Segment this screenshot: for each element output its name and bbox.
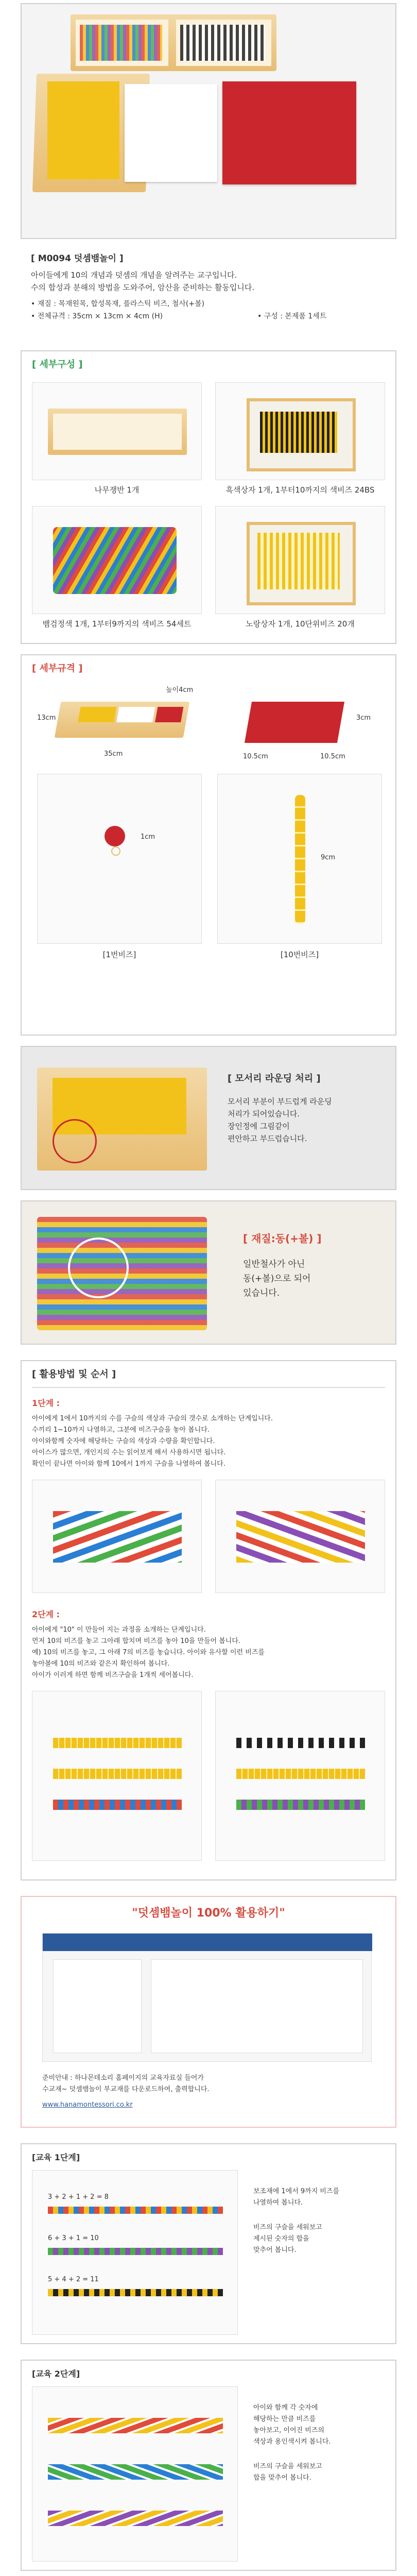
- step1-beads-row: [53, 1511, 182, 1563]
- product-code-title: [ M0094 덧셈뱀놀이 ]: [31, 253, 124, 264]
- ten-bead-bar: [295, 795, 305, 924]
- edu1-line-2: 나열하여 봅니다.: [253, 2199, 303, 2207]
- step1-photo-1: [32, 1480, 202, 1593]
- edu1-eq-3: 5 + 4 + 2 = 11: [48, 2276, 99, 2283]
- feature1-line-2: 처리가 되어있습니다.: [228, 1109, 300, 1118]
- colored-bead-box: [76, 20, 168, 66]
- edu2-title: [교육 2단계]: [32, 2369, 80, 2379]
- edu1-line-5: 제시된 숫자의 합을: [253, 2235, 309, 2243]
- feature2-line-2: 동(+볼)으로 되어: [243, 1274, 311, 1284]
- step2-line-2: 먼저 10의 비즈를 놓고 그아래 합치며 비즈를 놓아 10을 만들어 봅니다.: [32, 1637, 241, 1645]
- composition-item-label: 흑색상자 1개, 1부터10까지의 색비즈 24BS: [225, 485, 375, 495]
- white-card: [125, 84, 217, 182]
- tray-height-label: 높이4cm: [166, 686, 194, 694]
- step2-bead-row-3: [53, 1800, 182, 1810]
- edu1-beads-2: [48, 2248, 223, 2255]
- step1-line-1: 아이에게 1에서 10까지의 수를 구슬의 색상과 구슬의 갯수로 소개하는 단계입니다.: [32, 1415, 273, 1422]
- promo-url-link[interactable]: www.hanamontessori.co.kr: [42, 2101, 133, 2109]
- feature1-line-1: 모서리 부분이 부드럽게 라운딩: [228, 1097, 332, 1106]
- product-desc-1: 아이들에게 10의 개념과 덧셈의 개념을 알려주는 교구입니다.: [31, 270, 237, 280]
- edu1-line-4: 비즈의 구슬을 세워보고: [253, 2224, 322, 2231]
- snake-beads-photo: [32, 506, 202, 614]
- step2-title: 2단계 :: [32, 1609, 60, 1619]
- rounding-highlight-circle: [53, 1119, 97, 1163]
- edu2-line-1: 아이와 함께 각 숫자에: [253, 2404, 318, 2412]
- usage-section: [0, 1360, 417, 1886]
- spec-yellow-piece: [78, 707, 116, 722]
- wire-loop: [111, 846, 120, 856]
- edu1-beads-1: [48, 2207, 223, 2214]
- product-desc-2: 수의 합성과 분해의 방법을 도와주어, 암산을 준비하는 활동입니다.: [31, 283, 255, 292]
- step2-line-4: 놓아볼에 10의 비즈와 같은지 확인하여 봅니다.: [32, 1660, 170, 1668]
- colored-bead-pile: [53, 527, 177, 594]
- spec-material: • 재질 : 목재원목, 합성목재, 플라스틱 비즈, 철사(+볼): [31, 300, 205, 308]
- bead10-size-label: 9cm: [321, 854, 336, 861]
- composition-item-label: 뱀검정색 1개, 1부터9까지의 색비즈 54세트: [42, 619, 192, 629]
- box-height-label: 3cm: [356, 714, 371, 722]
- rounding-photo: [37, 1067, 207, 1171]
- tray-inner: [53, 414, 182, 450]
- feature2-line-3: 있습니다.: [243, 1288, 280, 1298]
- usage-frame: [21, 1360, 396, 1880]
- composition-header: [ 세부구성 ]: [32, 359, 83, 370]
- step2-line-5: 아이가 이러게 하면 함께 비즈구슬을 1개씩 세어봅니다.: [32, 1671, 194, 1679]
- promo-frame: [21, 1896, 396, 2128]
- unit10-caption: [10번비즈]: [280, 950, 319, 959]
- edu1-line-1: 보조재에 1에서 9까지 비즈를: [253, 2188, 340, 2195]
- feature1-line-4: 편안하고 부드럽습니다.: [228, 1134, 307, 1143]
- promo-title: "덧셈뱀놀이 100% 활용하기": [132, 1907, 285, 1920]
- step2-bead-row-5: [236, 1769, 365, 1779]
- promo-sub-2: 수교재~ 덧셈뱀놀이 부교재를 다운로드하여, 출력합니다.: [42, 2086, 210, 2093]
- yellow-box-shape: [247, 522, 356, 605]
- product-info-section: [0, 242, 417, 345]
- step2-photo-2: [215, 1691, 385, 1861]
- usage-divider: [32, 1387, 385, 1388]
- unit1-caption: [1번비즈]: [102, 950, 136, 959]
- spec-size: • 전체규격 : 35cm × 13cm × 4cm (H): [31, 312, 163, 320]
- edu2-snake-1: [48, 2418, 223, 2433]
- tray-shape: [48, 409, 187, 455]
- website-sidebar: [53, 1959, 142, 2053]
- black-white-bead-box: [176, 20, 271, 66]
- feature1-line-3: 장인정에 그림같이: [228, 1122, 290, 1131]
- colored-beads: [80, 25, 162, 61]
- composition-item-label: 나무쟁반 1개: [94, 485, 140, 495]
- step1-line-4: 아이스가 많으면, 개인지의 수는 읽어보게 해서 사용하시면 됩니다.: [32, 1449, 226, 1456]
- edu2-line-2: 해당하는 만큼 비즈를: [253, 2415, 316, 2423]
- spec-composition: • 구성 : 본제품 1세트: [257, 312, 327, 320]
- unit-bead-photo: [37, 774, 202, 944]
- bead-size-label: 1cm: [141, 833, 155, 841]
- edu1-frame: [21, 2143, 396, 2344]
- tray-spec-drawing: [55, 702, 189, 738]
- edu2-line-3: 놓아보고, 이어진 비즈의: [253, 2427, 324, 2434]
- tray-depth-label: 13cm: [37, 714, 56, 722]
- step2-line-1: 아이에게 "10" 이 만들어 지는 과정을 소개하는 단계입니다.: [32, 1626, 206, 1634]
- website-header-bar: [43, 1934, 372, 1951]
- step1-line-5: 확인이 끝나면 아이와 함께 10에서 1까지 구슬을 나열하여 봅니다.: [32, 1460, 225, 1468]
- spec-red-piece: [155, 707, 183, 722]
- composition-item-label: 노랑상자 1개, 10단위비즈 20개: [246, 619, 355, 629]
- composition-frame: [21, 350, 396, 644]
- edu1-line-6: 맞추어 봅니다.: [253, 2246, 297, 2254]
- box-beads: [260, 412, 337, 453]
- black-white-beads: [180, 25, 265, 61]
- step2-bead-row-1: [53, 1738, 182, 1748]
- composition-section: [0, 350, 417, 649]
- edu1-eq-1: 3 + 2 + 1 + 2 = 8: [48, 2193, 109, 2201]
- ten-beads: [257, 533, 340, 589]
- tray-width-label: 35cm: [104, 750, 123, 758]
- edu2-snake-3: [48, 2511, 223, 2526]
- step1-beads-row-2: [236, 1511, 365, 1563]
- edu2-worksheet: [32, 2386, 238, 2562]
- step2-bead-row-4: [236, 1738, 365, 1748]
- yellow-box-photo: [215, 506, 385, 614]
- specs-header: [ 세부규격 ]: [32, 663, 83, 674]
- yellow-box-lid: [47, 81, 119, 179]
- hero-section: [0, 0, 417, 242]
- promo-section: [0, 1896, 417, 2133]
- step2-line-3: 예) 10의 비즈를 놓고, 그 아래 7의 비즈를 놓습니다. 아이와 유사할 이런 비즈를: [32, 1649, 265, 1656]
- edu2-frame: [21, 2360, 396, 2571]
- tray-photo: [32, 382, 202, 480]
- step2-bead-row-6: [236, 1800, 365, 1810]
- ten-bead-photo: [217, 774, 382, 944]
- edu1-eq-2: 6 + 3 + 1 = 10: [48, 2234, 99, 2242]
- feature-rounding-frame: [21, 1046, 396, 1190]
- box-spec-drawing: [245, 702, 344, 743]
- edu1-beads-3: [48, 2289, 223, 2296]
- usage-header: [ 활용방법 및 순서 ]: [32, 1369, 116, 1380]
- bead-box-tray: [71, 14, 276, 71]
- website-screenshot: [42, 1933, 372, 2062]
- feature1-title: [ 모서리 라운딩 처리 ]: [228, 1073, 321, 1084]
- step2-bead-row-2: [53, 1769, 182, 1779]
- step1-title: 1단계 :: [32, 1398, 60, 1408]
- edu2-snake-2: [48, 2464, 223, 2480]
- edu2-line-6: 비즈의 구슬을 세워보고: [253, 2463, 322, 2470]
- specs-section: [0, 654, 417, 1041]
- edu2-line-7: 합을 맞추어 봅니다.: [253, 2474, 311, 2482]
- box-shape: [247, 398, 356, 471]
- step1-photo-2: [215, 1480, 385, 1593]
- feature2-title: [ 재질:동(+볼) ]: [243, 1232, 322, 1245]
- box-width-1-label: 10.5cm: [243, 753, 268, 760]
- edu1-title: [교육 1단계]: [32, 2153, 80, 2162]
- promo-sub-1: 준비안내 : 하나몬테소리 홈페이지의 교육자료실 들어가: [42, 2074, 204, 2082]
- feature-rounding-section: [0, 1046, 417, 1195]
- step1-line-3: 아이와함께 숫자에 해당하는 구슬의 색상과 수량을 확인합니다.: [32, 1437, 215, 1445]
- step2-photo-1: [32, 1691, 202, 1861]
- feature-material-section: [0, 1200, 417, 1350]
- feature2-line-1: 일반철사가 아닌: [243, 1259, 305, 1269]
- specs-frame: [21, 654, 396, 1036]
- unit-bead: [105, 826, 125, 846]
- edu1-worksheet: [32, 2170, 238, 2335]
- hero-photo-frame: [21, 3, 396, 239]
- material-highlight-circle: [68, 1238, 129, 1298]
- spec-white-piece: [116, 707, 155, 722]
- website-content: [151, 1959, 363, 2053]
- step1-line-2: 수끼리 1~10까지 나열하고, 그분에 비즈구슬을 놓아 봅니다.: [32, 1426, 210, 1434]
- box-width-2-label: 10.5cm: [320, 753, 345, 760]
- feature-material-frame: [21, 1200, 396, 1345]
- edu2-section: [0, 2360, 417, 2576]
- edu2-line-4: 색상과 용인색시켜 봅니다.: [253, 2438, 331, 2446]
- black-box-photo: [215, 382, 385, 480]
- red-box-lid: [222, 81, 356, 184]
- edu1-section: [0, 2143, 417, 2349]
